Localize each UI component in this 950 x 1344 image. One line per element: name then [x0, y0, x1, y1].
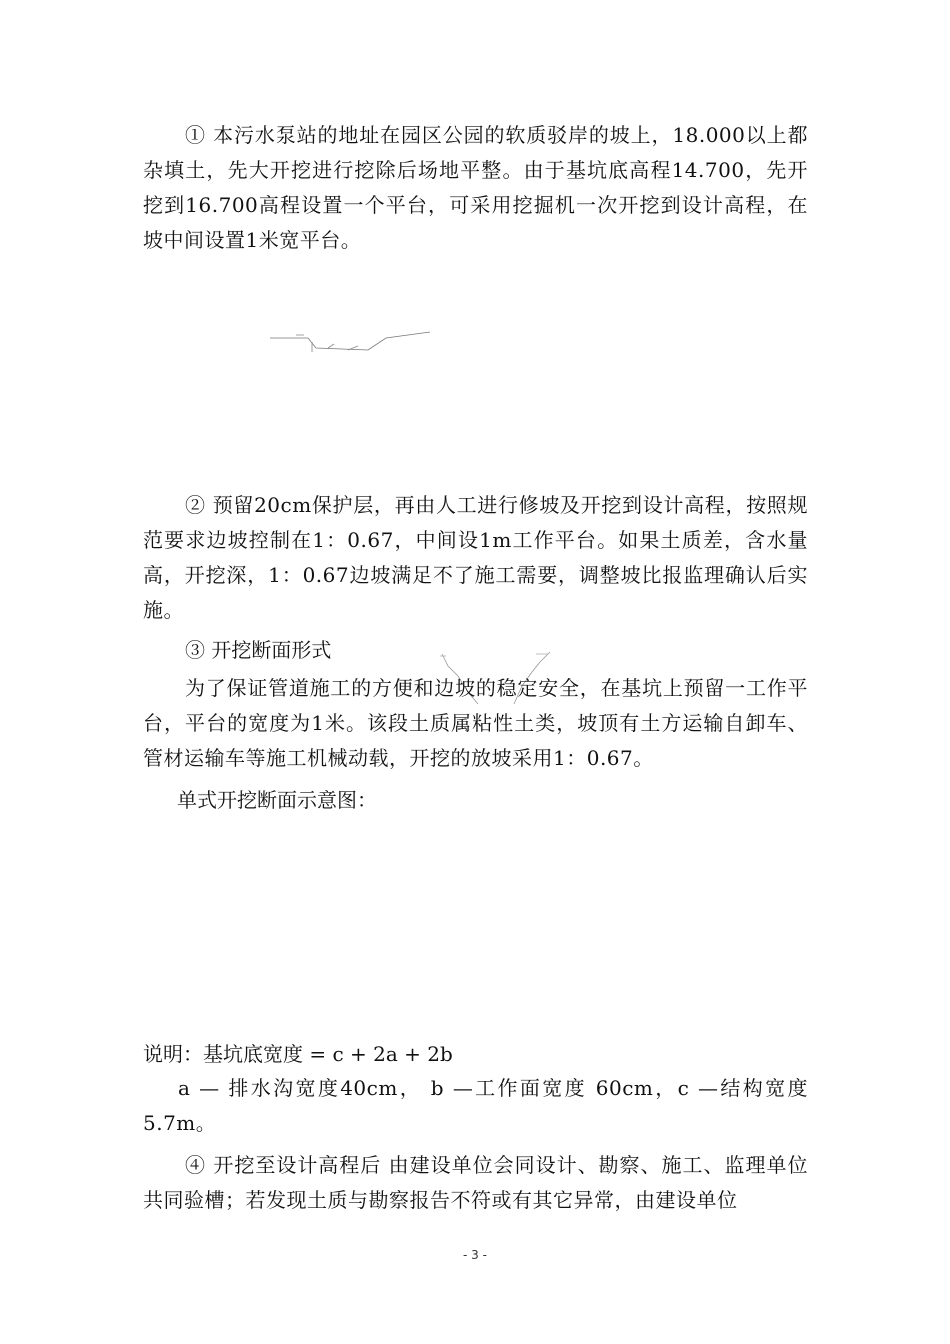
paragraph-5-caption: 单式开挖断面示意图： [177, 788, 377, 812]
slope-section-sketch [268, 326, 438, 356]
paragraph-2: ② 预留20cm保护层，再由人工进行修坡及开挖到设计高程，按照规范要求边坡控制在1：0.67，中间设1m工作平台。如果土质差，含水量高，开挖深，1：0.67边坡满足不了施工需要，调整坡比报监理确认后实施。 [143, 493, 808, 622]
page-number: - 3 - [463, 1248, 487, 1262]
paragraph-8: ④ 开挖至设计高程后 由建设单位会同设计、勘察、施工、监理单位共同验槽；若发现土质与勘察报告不符或有其它异常，由建设单位 [143, 1153, 808, 1212]
paragraph-4: 为了保证管道施工的方便和边坡的稳定安全，在基坑上预留一工作平台，平台的宽度为1米。该段土质属粘性土类，坡顶有土方运输自卸车、管材运输车等施工机械动载，开挖的放坡采用1：0.67。 [143, 676, 808, 770]
paragraph-6-note: 说明：基坑底宽度 = c + 2a + 2b [143, 1042, 453, 1066]
paragraph-7-definitions: a — 排水沟宽度40cm， b —工作面宽度 60cm，c —结构宽度5.7m。 [143, 1076, 808, 1135]
paragraph-1: ① 本污水泵站的地址在园区公园的软质驳岸的坡上，18.000以上都杂填土，先大开挖进行挖除后场地平整。由于基坑底高程14.700，先开挖到16.700高程设置一个平台，可采用挖掘机一次开挖到设计高程，在坡中间设置1米宽平台。 [143, 123, 808, 252]
paragraph-3-heading: ③ 开挖断面形式 [185, 638, 332, 662]
